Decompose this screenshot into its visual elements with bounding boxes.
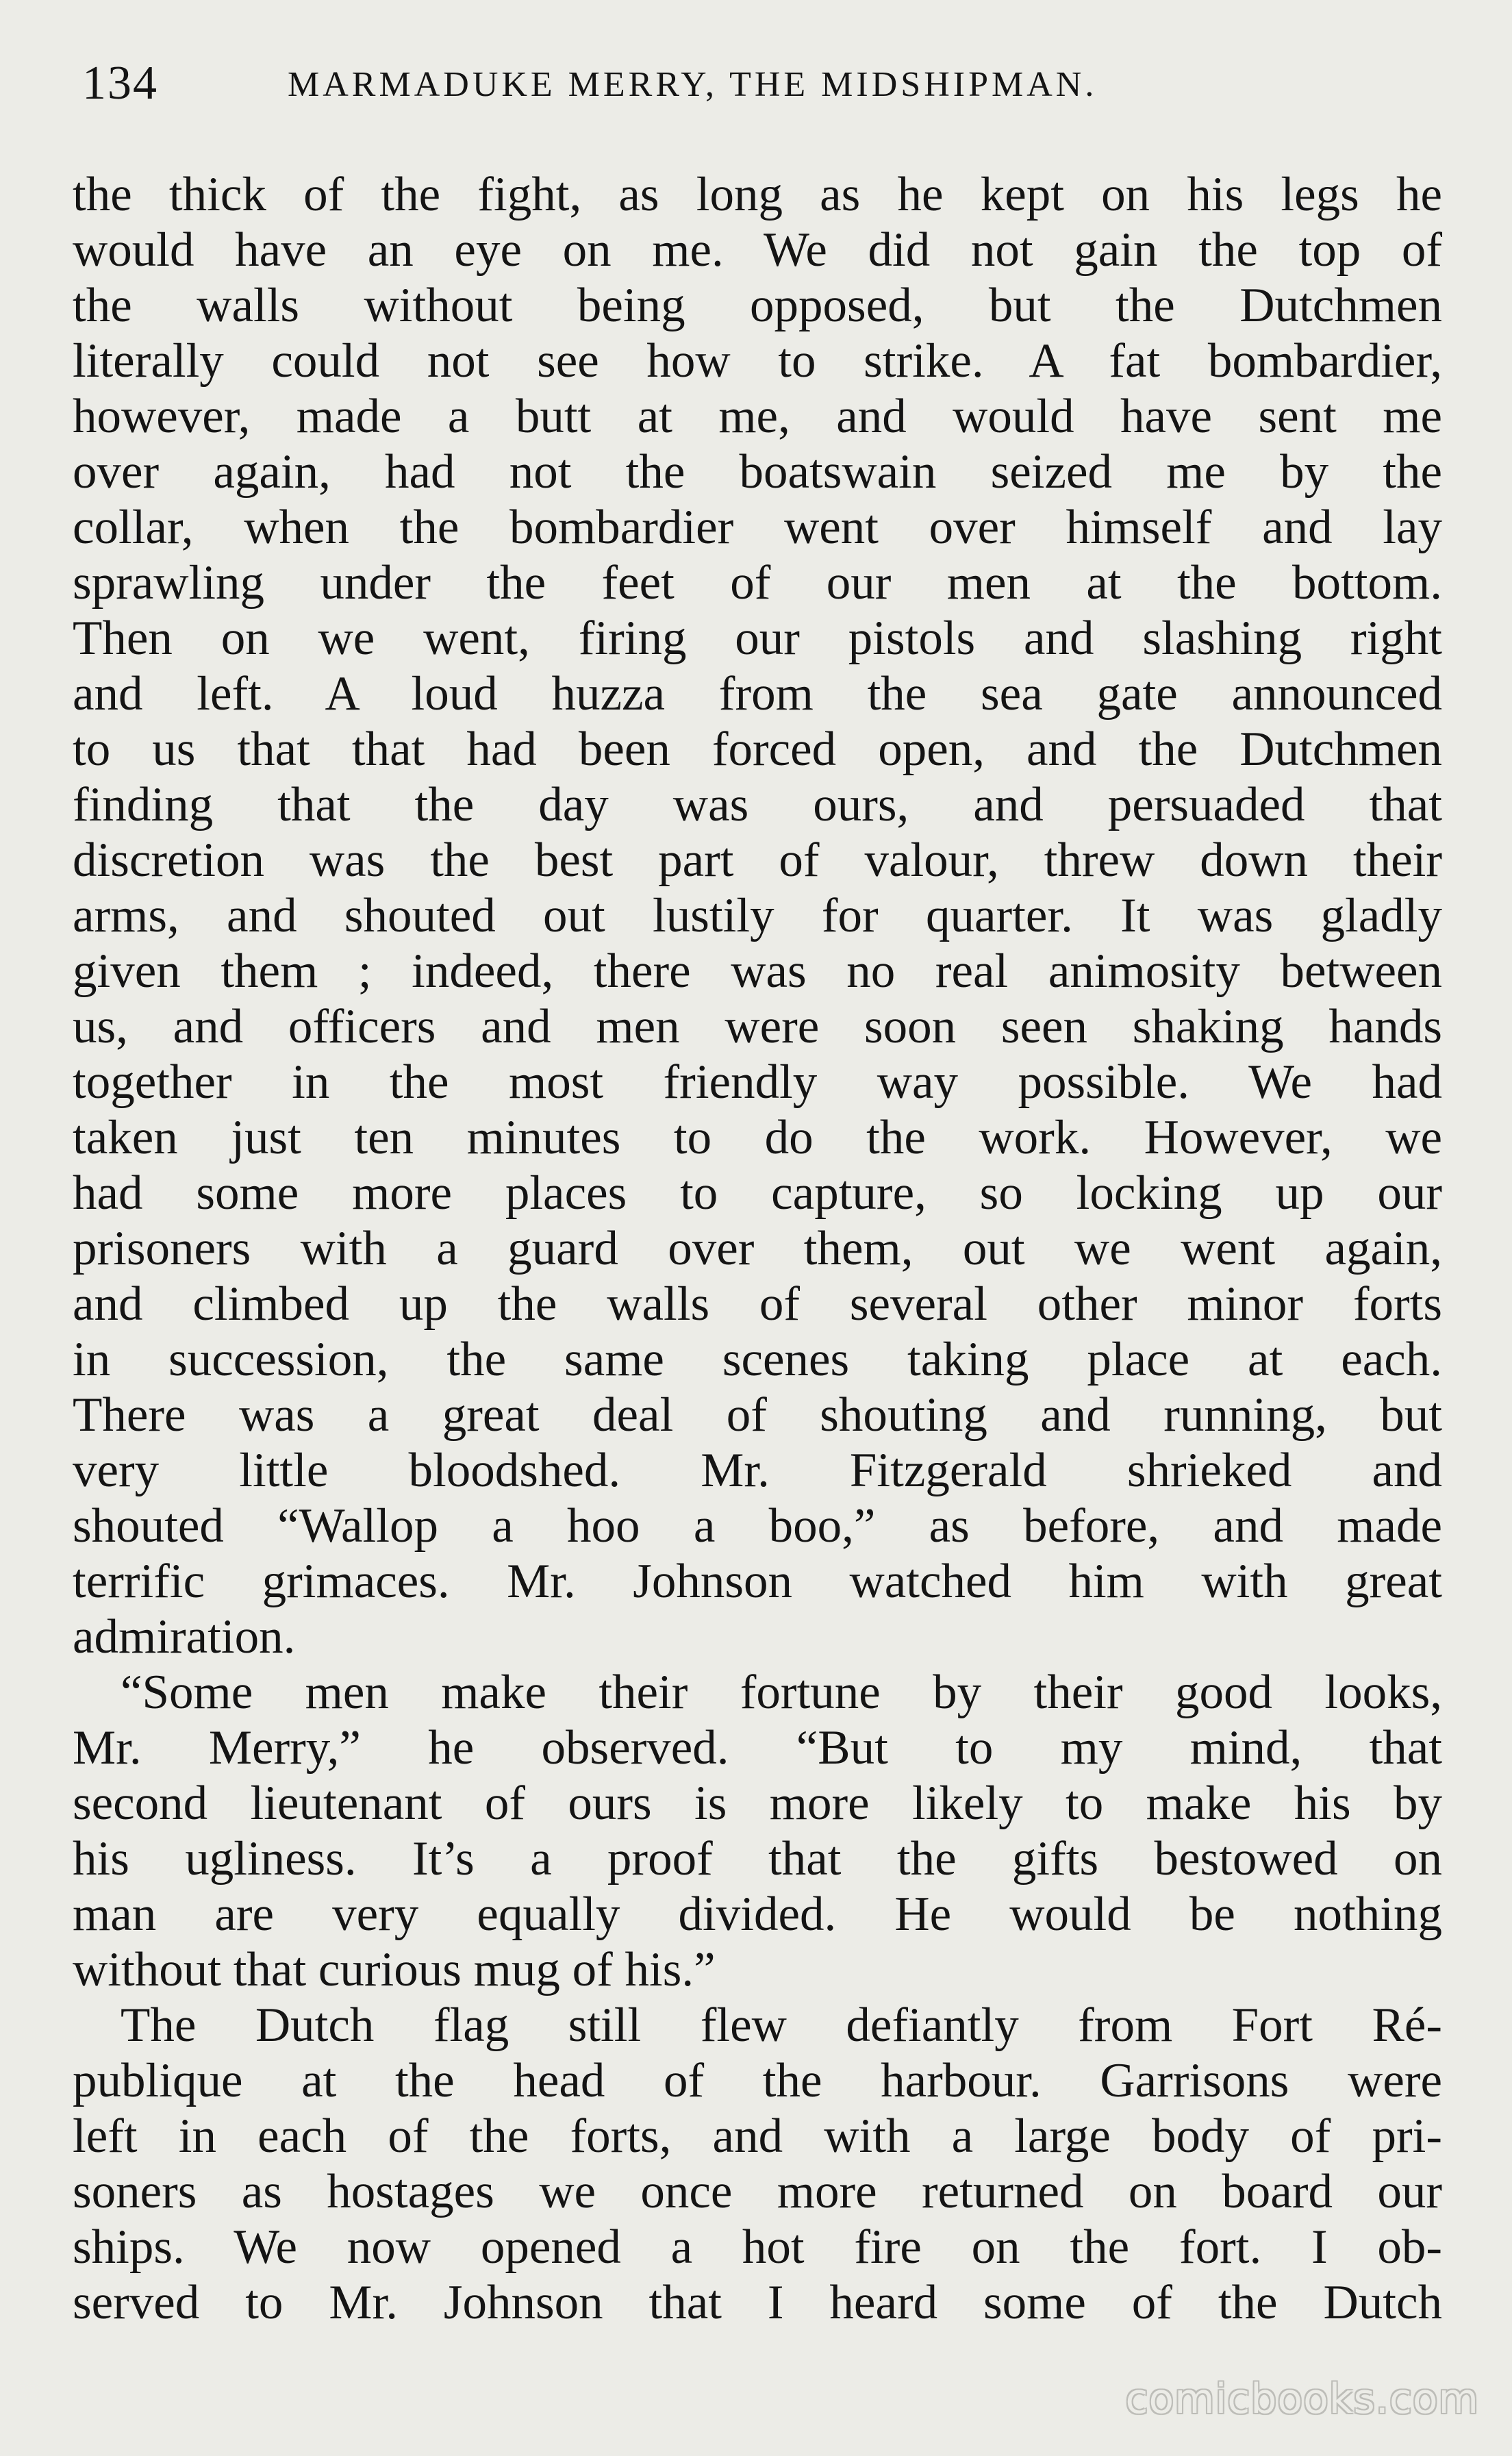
text-line: admiration. [73,1610,296,1664]
text-line: to us that that had been forced open, and the Dutchmen [73,723,1442,776]
text-line: second lieutenant of ours is more likely to make his by [73,1777,1442,1830]
text-line: The Dutch flag still flew defiantly from Fort Ré- [121,1998,1442,2052]
text-line: “Some men make their fortune by their good looks, [121,1666,1442,1719]
text-line: taken just ten minutes to do the work. However, we [73,1111,1442,1164]
text-line: Mr. Merry,” he observed. “But to my mind, that [73,1721,1442,1775]
text-line: had some more places to capture, so locking up our [73,1166,1442,1220]
page-number: 134 [82,57,158,110]
text-line: however, made a butt at me, and would have sent me [73,390,1442,443]
text-line: without that curious mug of his.” [73,1943,716,1996]
text-line: Then on we went, firing our pistols and slashing right [73,612,1442,665]
text-line: his ugliness. It’s a proof that the gifts bestowed on [73,1832,1442,1885]
text-line: the walls without being opposed, but the Dutchmen [73,279,1442,332]
text-line: discretion was the best part of valour, threw down their [73,834,1442,887]
text-line: sprawling under the feet of our men at the bottom. [73,556,1442,610]
text-line: served to Mr. Johnson that I heard some of the Dutch [73,2276,1442,2329]
text-line: the thick of the fight, as long as he kept on his legs he [73,168,1442,221]
text-line: literally could not see how to strike. A fat bombardier, [73,334,1442,388]
text-line: There was a great deal of shouting and running, but [73,1388,1442,1442]
running-title: MARMADUKE MERRY, THE MIDSHIPMAN. [288,65,1098,104]
text-line: man are very equally divided. He would be nothing [73,1888,1442,1941]
text-line: collar, when the bombardier went over himself and lay [73,501,1442,554]
text-line: given them ; indeed, there was no real animosity between [73,944,1442,998]
text-line: left in each of the forts, and with a large body of pri- [73,2109,1442,2163]
text-line: soners as hostages we once more returned on board our [73,2165,1442,2218]
page-header [82,56,1445,118]
text-line: arms, and shouted out lustily for quarter. It was gladly [73,889,1442,942]
body-text [73,167,1442,2331]
text-line: us, and officers and men were soon seen shaking hands [73,1000,1442,1053]
text-line: over again, had not the boatswain seized me by the [73,445,1442,499]
text-line: would have an eye on me. We did not gain the top of [73,223,1442,277]
text-line: and left. A loud huzza from the sea gate announced [73,667,1442,720]
text-line: very little bloodshed. Mr. Fitzgerald shrieked and [73,1444,1442,1497]
text-line: publique at the head of the harbour. Garrisons were [73,2054,1442,2107]
text-line: shouted “Wallop a hoo a boo,” as before, and made [73,1499,1442,1553]
text-line: together in the most friendly way possible. We had [73,1055,1442,1109]
watermark: comicbooks.com [1125,2375,1479,2423]
text-line: terrific grimaces. Mr. Johnson watched him with great [73,1555,1442,1608]
text-line: ships. We now opened a hot fire on the fort. I ob- [73,2220,1442,2274]
text-line: and climbed up the walls of several other minor forts [73,1277,1442,1331]
text-line: prisoners with a guard over them, out we went again, [73,1222,1442,1275]
text-line: finding that the day was ours, and persuaded that [73,778,1442,831]
text-line: in succession, the same scenes taking place at each. [73,1333,1442,1386]
